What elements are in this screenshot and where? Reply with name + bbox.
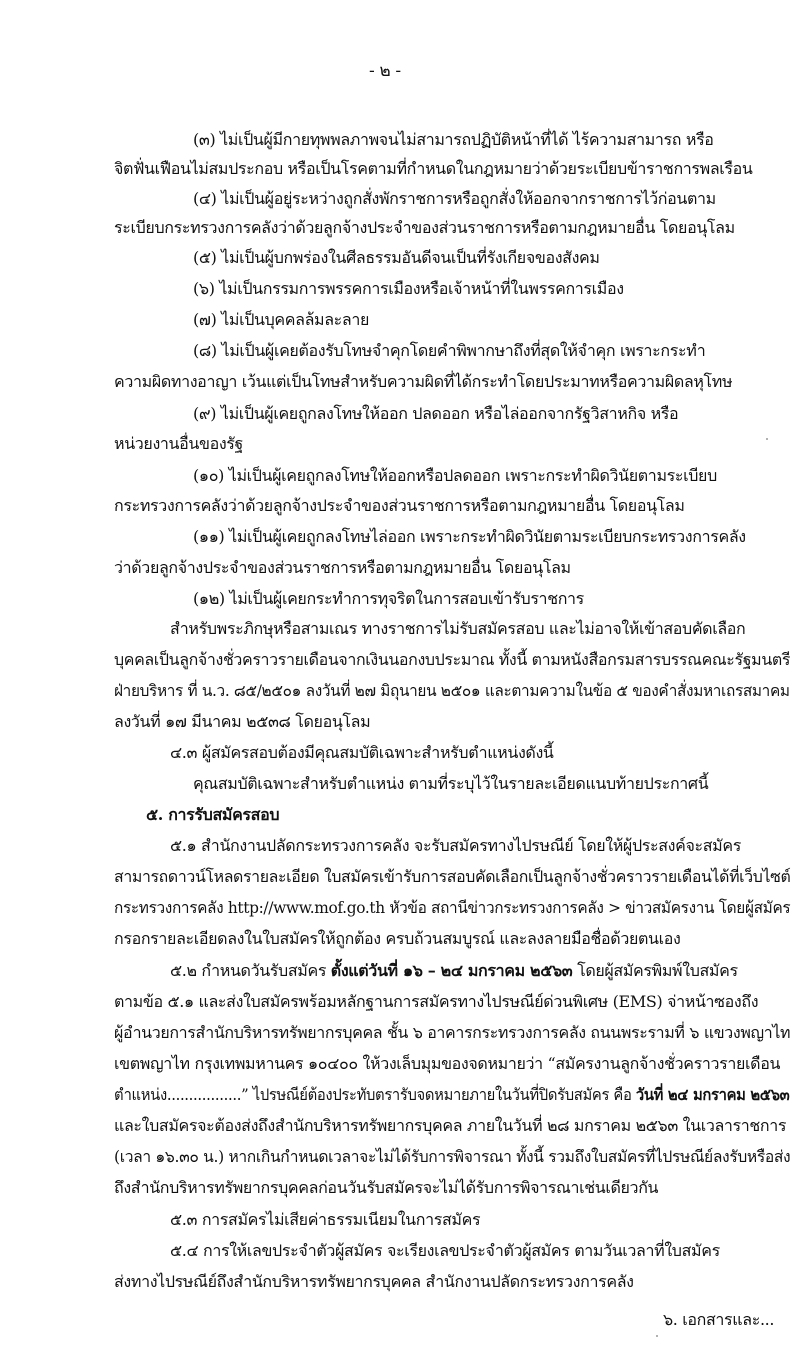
text-line: สามารถดาวน์โหลดรายละเอียด ใบสมัครเข้ารับการสอบคัดเลือกเป็นลูกจ้างชั่วคราวรายเดือนได้ที่เว็บไซต์	[114, 867, 791, 886]
text-line: ๔.๓ ผู้สมัครสอบต้องมีคุณสมบัติเฉพาะสำหรับตำแหน่งดังนี้	[170, 743, 554, 762]
page-number: - ๒ -	[369, 61, 401, 81]
text-line: ๕.๔ การให้เลขประจำตัวผู้สมัคร จะเรียงเลขประจำตัวผู้สมัคร ตามวันเวลาที่ใบสมัคร	[170, 1241, 720, 1260]
text-segment: โดยผู้สมัครพิมพ์ใบสมัคร	[572, 961, 738, 980]
text-line: (๑๐) ไม่เป็นผู้เคยถูกลงโทษให้ออกหรือปลดออก เพราะกระทำผิดวินัยตามระเบียบ	[193, 466, 717, 485]
text-line: (๔) ไม่เป็นผู้อยู่ระหว่างถูกสั่งพักราชการหรือถูกสั่งให้ออกจากราชการไว้ก่อนตาม	[193, 189, 716, 208]
text-line: (๕) ไม่เป็นผู้บกพร่องในศีลธรรมอันดีจนเป็นที่รังเกียจของสังคม	[193, 248, 600, 267]
text-line: ส่งทางไปรษณีย์ถึงสำนักบริหารทรัพยากรบุคคล สำนักงานปลัดกระทรวงการคลัง	[114, 1272, 634, 1291]
text-line	[114, 1084, 789, 1106]
text-line: ว่าด้วยลูกจ้างประจำของส่วนราชการหรือตามกฎหมายอื่น โดยอนุโลม	[114, 558, 571, 577]
text-line: เขตพญาไท กรุงเทพมหานคร ๑๐๔๐๐ ให้วงเล็บมุมของจดหมายว่า “สมัครงานลูกจ้างชั่วคราวรายเดือน	[114, 1054, 781, 1073]
text-line: ความผิดทางอาญา เว้นแต่เป็นโทษสำหรับความผิดที่ได้กระทำโดยประมาทหรือความผิดลหุโทษ	[114, 372, 733, 391]
text-line: บุคคลเป็นลูกจ้างชั่วคราวรายเดือนจากเงินนอกงบประมาณ ทั้งนี้ ตามหนังสือกรมสารบรรณคณะรัฐมนตรี	[114, 650, 791, 669]
text-line: ๕.๑ สำนักงานปลัดกระทรวงการคลัง จะรับสมัครทางไปรษณีย์ โดยให้ผู้ประสงค์จะสมัคร	[170, 836, 741, 855]
text-line: (๖) ไม่เป็นกรรมการพรรคการเมืองหรือเจ้าหน้าที่ในพรรคการเมือง	[193, 279, 624, 298]
scan-speck	[656, 1335, 658, 1337]
text-line: ฝ่ายบริหาร ที่ น.ว. ๘๕/๒๕๐๑ ลงวันที่ ๒๗ มิถุนายน ๒๕๐๑ และตามความในข้อ ๕ ของคำสั่งมหาเถรสมาคม	[114, 681, 790, 700]
scan-speck	[766, 438, 768, 440]
text-line: ระเบียบกระทรวงการคลังว่าด้วยลูกจ้างประจำของส่วนราชการหรือตามกฎหมายอื่น โดยอนุโลม	[114, 218, 735, 237]
text-line: สำหรับพระภิกษุหรือสามเณร ทางราชการไม่รับสมัครสอบ และไม่อาจให้เข้าสอบคัดเลือก	[170, 619, 746, 638]
text-line: (๑๒) ไม่เป็นผู้เคยกระทำการทุจริตในการสอบเข้ารับราชการ	[193, 589, 584, 608]
text-line: และใบสมัครจะต้องส่งถึงสำนักบริหารทรัพยากรบุคคล ภายในวันที่ ๒๘ มกราคม ๒๕๖๓ ในเวลาราชการ	[114, 1116, 787, 1135]
text-line	[170, 960, 738, 982]
text-line: (๗) ไม่เป็นบุคคลล้มละลาย	[193, 310, 370, 329]
text-line: ลงวันที่ ๑๗ มีนาคม ๒๕๓๘ โดยอนุโลม	[114, 712, 371, 731]
text-segment: ๕.๒ กำหนดวันรับสมัคร	[170, 961, 331, 980]
text-line: ถึงสำนักบริหารทรัพยากรบุคคลก่อนวันรับสมัครจะไม่ได้รับการพิจารณาเช่นเดียวกัน	[114, 1178, 659, 1197]
text-line: กระทรวงการคลัง http://www.mof.go.th หัวข้อ สถานีข่าวกระทรวงการคลัง > ข่าวสมัครงาน โดยผู้สมัคร	[114, 898, 791, 917]
text-line: ตามข้อ ๕.๑ และส่งใบสมัครพร้อมหลักฐานการสมัครทางไปรษณีย์ด่วนพิเศษ (EMS) จ่าหน้าซองถึง	[114, 992, 759, 1011]
closing-date: วันที่ ๒๔ มกราคม ๒๕๖๓	[635, 1085, 790, 1104]
text-line: จิตฟั่นเฟือนไม่สมประกอบ หรือเป็นโรคตามที่กำหนดในกฎหมายว่าด้วยระเบียบข้าราชการพลเรือน	[114, 159, 753, 178]
continuation-text: ๖. เอกสารและ...	[663, 1310, 775, 1329]
text-line: หน่วยงานอื่นของรัฐ	[114, 434, 244, 453]
text-line: (๓) ไม่เป็นผู้มีกายทุพพลภาพจนไม่สามารถปฏิบัติหน้าที่ได้ ไร้ความสามารถ หรือ	[193, 130, 714, 149]
section-heading: ๕. การรับสมัครสอบ	[146, 805, 280, 824]
text-line: (๑๑) ไม่เป็นผู้เคยถูกลงโทษไล่ออก เพราะกระทำผิดวินัยตามระเบียบกระทรวงการคลัง	[193, 527, 746, 546]
text-line: (๙) ไม่เป็นผู้เคยถูกลงโทษให้ออก ปลดออก หรือไล่ออกจากรัฐวิสาหกิจ หรือ	[193, 404, 679, 423]
text-line: ๕.๓ การสมัครไม่เสียค่าธรรมเนียมในการสมัคร	[170, 1210, 481, 1229]
application-period: ตั้งแต่วันที่ ๑๖ – ๒๔ มกราคม ๒๕๖๓	[330, 961, 573, 980]
text-line: ผู้อำนวยการสำนักบริหารทรัพยากรบุคคล ชั้น ๖ อาคารกระทรวงการคลัง ถนนพระรามที่ ๖ แขวงพญาไท	[114, 1023, 791, 1042]
text-line: กรอกรายละเอียดลงในใบสมัครให้ถูกต้อง ครบถ้วนสมบูรณ์ และลงลายมือชื่อด้วยตนเอง	[114, 929, 681, 948]
text-segment: ตำแหน่ง.................” ไปรษณีย์ต้องประทับตรารับจดหมายภายในวันที่ปิดรับสมัคร คือ	[114, 1085, 636, 1104]
text-line: กระทรวงการคลังว่าด้วยลูกจ้างประจำของส่วนราชการหรือตามกฎหมายอื่น โดยอนุโลม	[114, 496, 685, 515]
text-line: (เวลา ๑๖.๓๐ น.) หากเกินกำหนดเวลาจะไม่ได้รับการพิจารณา ทั้งนี้ รวมถึงใบสมัครที่ไปรษณีย์ลงรับหรือส่ง	[114, 1147, 791, 1166]
text-line: คุณสมบัติเฉพาะสำหรับตำแหน่ง ตามที่ระบุไว้ในรายละเอียดแนบท้ายประกาศนี้	[193, 774, 709, 793]
text-line: (๘) ไม่เป็นผู้เคยต้องรับโทษจำคุกโดยคำพิพากษาถึงที่สุดให้จำคุก เพราะกระทำ	[193, 341, 706, 360]
